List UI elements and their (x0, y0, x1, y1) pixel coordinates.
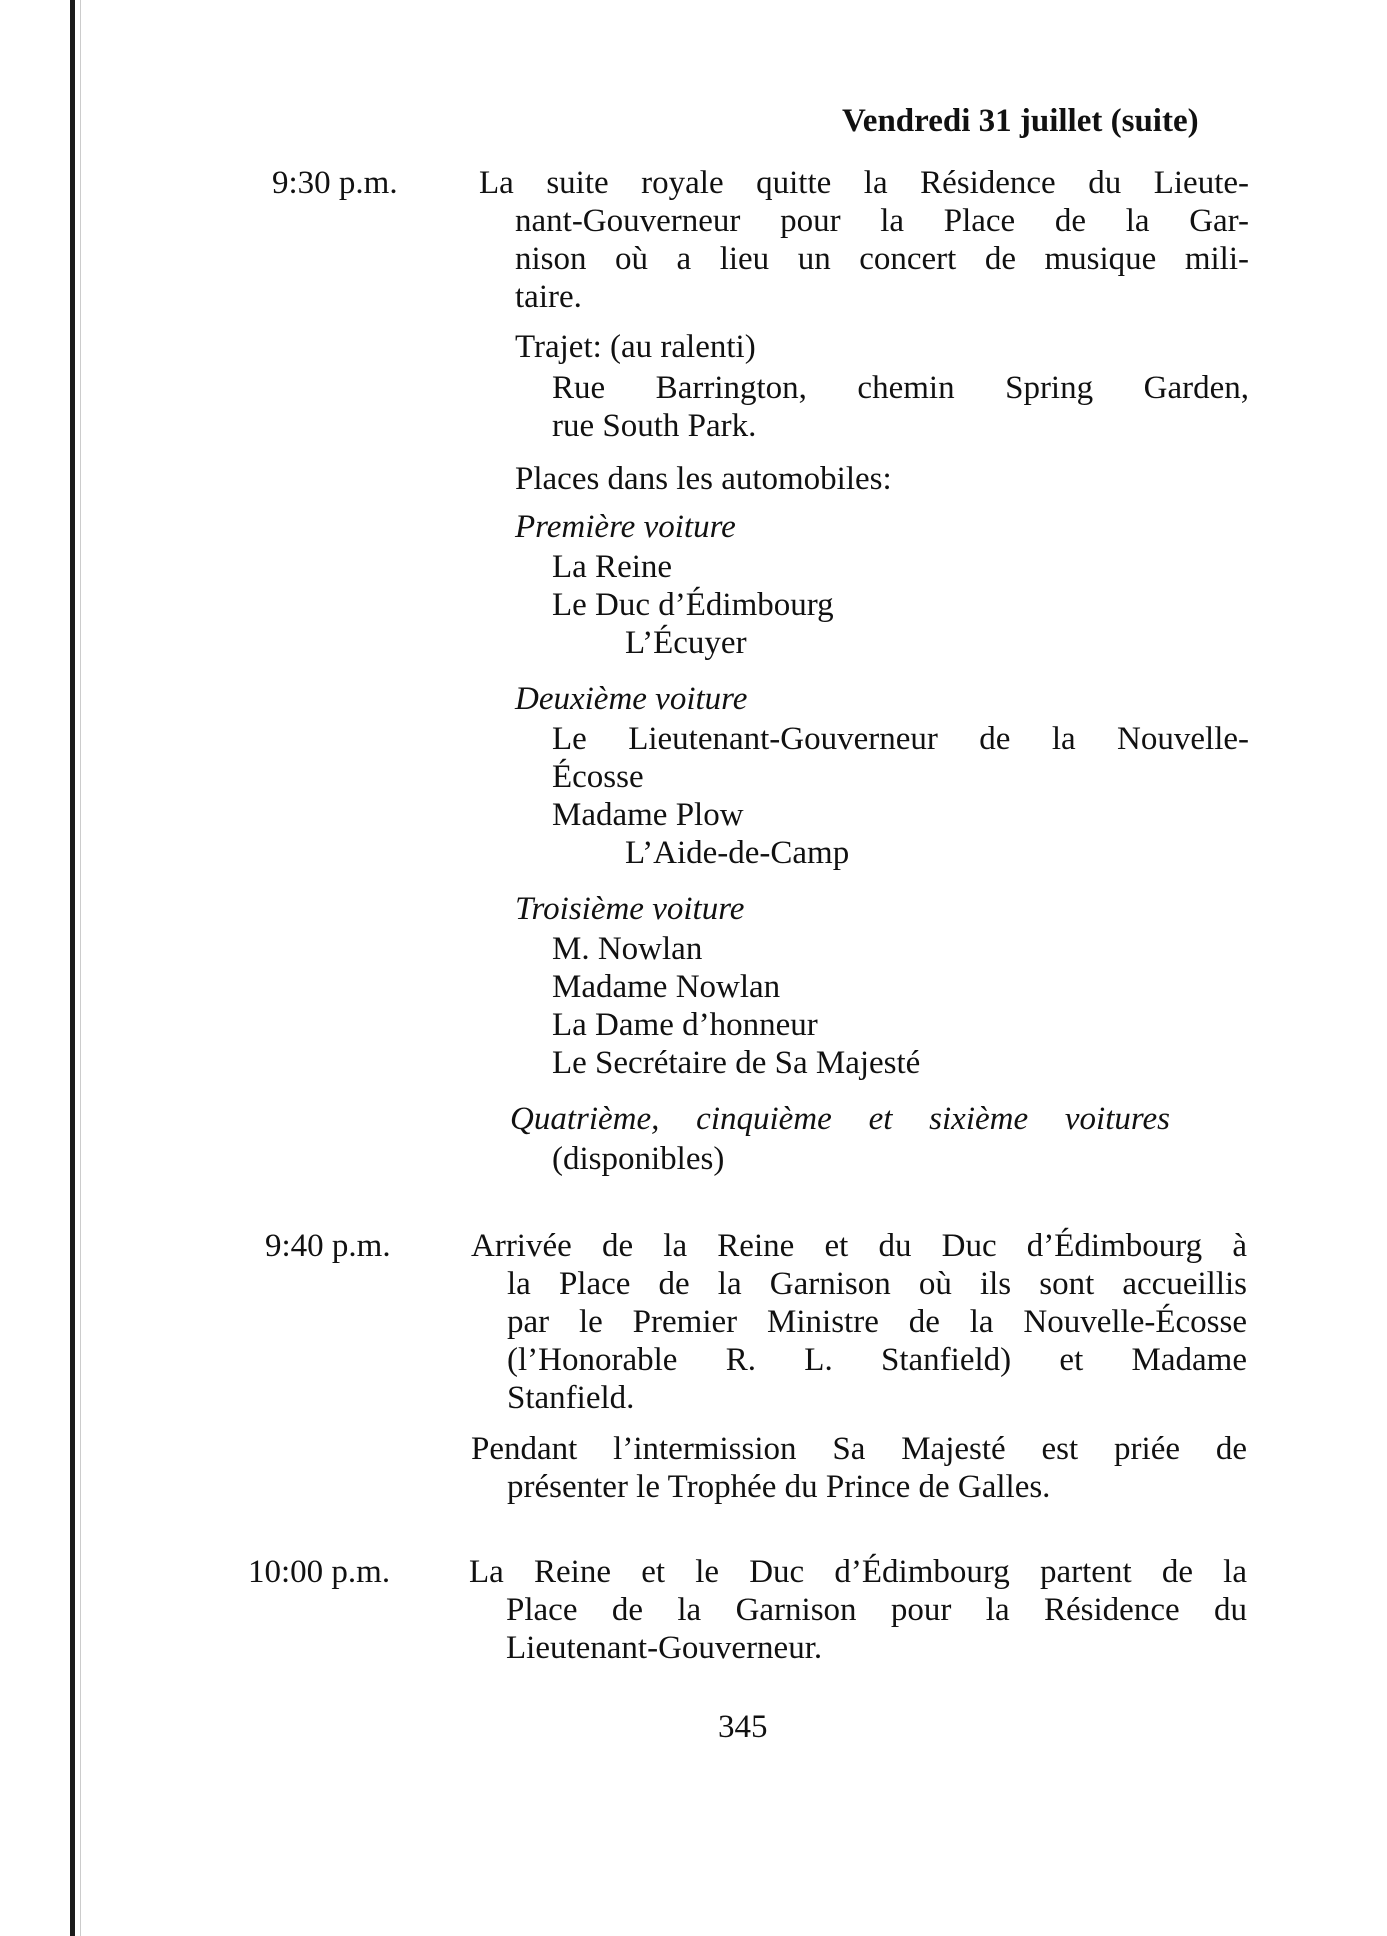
entry-time: 10:00 p.m. (248, 1554, 391, 1590)
car-passenger: Madame Plow (552, 797, 744, 833)
car-passenger: La Reine (552, 549, 673, 585)
car-passenger: La Dame d’honneur (552, 1007, 818, 1043)
car-title: Troisième voiture (515, 891, 745, 927)
car-passenger: M. Nowlan (552, 931, 703, 967)
car-passenger: Le Duc d’Édimbourg (552, 587, 834, 623)
entry-time: 9:40 p.m. (265, 1228, 391, 1264)
car-passenger-sub: L’Aide-de-Camp (625, 835, 850, 871)
entry-text-line: taire. (515, 279, 582, 315)
page-heading-date: Vendredi 31 juillet (suite) (842, 103, 1199, 139)
entry-note-line: présenter le Trophée du Prince de Galles. (507, 1469, 1051, 1505)
car-passenger: Écosse (552, 759, 644, 795)
car-title: Première voiture (515, 509, 736, 545)
route-line: rue South Park. (552, 408, 757, 444)
page-number: 345 (718, 1709, 768, 1745)
entry-text-line: Lieutenant-Gouverneur. (506, 1630, 823, 1666)
car-passenger: (disponibles) (552, 1141, 725, 1177)
places-label: Places dans les automobiles: (515, 461, 892, 497)
route-line: Rue Barrington, chemin Spring Garden, (552, 370, 1249, 406)
entry-text-line: La Reine et le Duc d’Édimbourg partent de la (469, 1554, 1247, 1590)
entry-text-line: nant-Gouverneur pour la Place de la Gar- (515, 203, 1249, 239)
entry-text-line: Stanfield. (507, 1380, 635, 1416)
car-passenger: Madame Nowlan (552, 969, 781, 1005)
route-label: Trajet: (au ralenti) (515, 329, 756, 365)
entry-text-line: la Place de la Garnison où ils sont accueillis (507, 1266, 1247, 1302)
entry-time: 9:30 p.m. (272, 165, 398, 201)
car-title: Quatrième, cinquième et sixième voitures (510, 1101, 1170, 1137)
entry-text-line: par le Premier Ministre de la Nouvelle-Écosse (507, 1304, 1247, 1340)
car-passenger: Le Lieutenant-Gouverneur de la Nouvelle- (552, 721, 1249, 757)
entry-text-line: Place de la Garnison pour la Résidence du (506, 1592, 1247, 1628)
entry-text-line: (l’Honorable R. L. Stanfield) et Madame (507, 1342, 1247, 1378)
entry-note-line: Pendant l’intermission Sa Majesté est priée de (471, 1431, 1247, 1467)
entry-text-line: La suite royale quitte la Résidence du Lieute- (479, 165, 1249, 201)
car-passenger-sub: L’Écuyer (625, 625, 747, 661)
entry-text-line: Arrivée de la Reine et du Duc d’Édimbourg à (471, 1228, 1247, 1264)
car-title: Deuxième voiture (515, 681, 748, 717)
entry-text-line: nison où a lieu un concert de musique mili- (515, 241, 1249, 277)
car-passenger: Le Secrétaire de Sa Majesté (552, 1045, 921, 1081)
